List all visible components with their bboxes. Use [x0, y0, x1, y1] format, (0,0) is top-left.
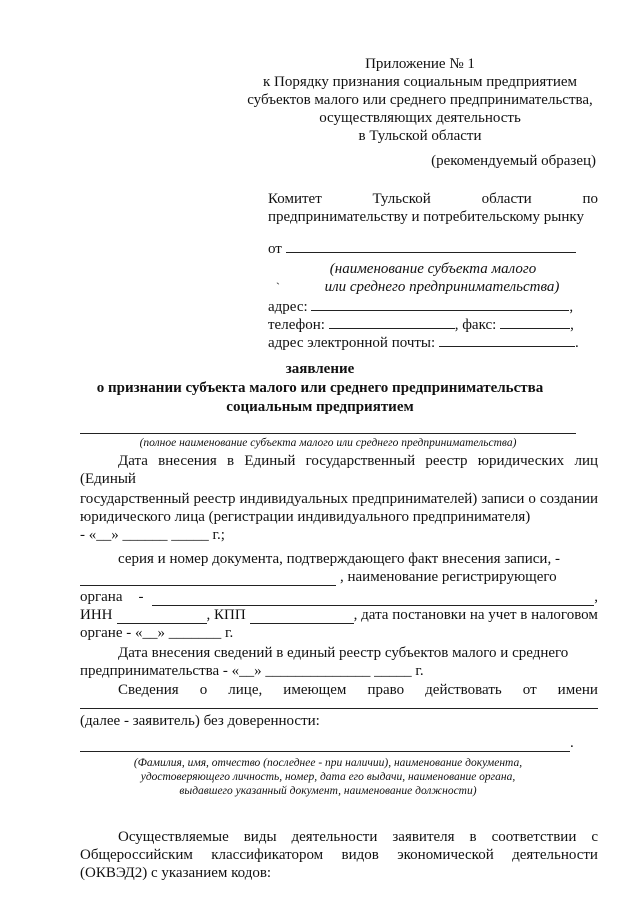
activity-word: видов: [341, 847, 379, 863]
address-field[interactable]: [311, 296, 569, 311]
series-paragraph: серия и номер документа, подтверждающего факт внесения записи, -: [118, 551, 560, 567]
title-line-2: о признании субъекта малого или среднего предпринимательства: [96, 380, 544, 396]
inn-row: [80, 606, 598, 624]
registration-paragraph-1: Дата внесения в Единый государственный реестр юридических лиц (Единый: [80, 453, 598, 487]
series-field[interactable]: [80, 571, 336, 586]
registration-paragraph-2: государственный реестр индивидуальных предпринимателей) записи о создании юридического лица (регистрации индивидуального предпринимателя): [80, 491, 598, 525]
sender-hint-1: (наименование субъекта малого: [329, 261, 537, 277]
person-word: от: [522, 682, 537, 698]
annex-line-1: Приложение № 1: [365, 56, 475, 72]
annex-header: [210, 55, 630, 145]
annex-line-5: в Тульской области: [358, 128, 482, 144]
activity-word: экономической: [397, 847, 494, 863]
activity-word: Общероссийским: [80, 847, 193, 863]
person-word: имеющем: [283, 682, 347, 698]
organ-label: органа: [80, 589, 123, 605]
sender-block: [268, 238, 598, 350]
document-title: [0, 360, 640, 417]
phone-field[interactable]: [329, 314, 455, 329]
addressee-word: Тульской: [372, 191, 431, 207]
addressee-line-2: предпринимательству и потребительскому рынку: [268, 209, 584, 225]
applicant-line: (далее - заявитель) без доверенности:: [80, 713, 320, 729]
sender-name-field[interactable]: [286, 238, 576, 253]
title-line-1: заявление: [285, 361, 355, 377]
application-body: [80, 432, 598, 882]
person-word: право: [367, 682, 405, 698]
person-hint-2: удостоверяющего личность, номер, дата его выдачи, наименование органа,: [140, 771, 516, 783]
activity-word: классификатором: [211, 847, 324, 863]
inn-field[interactable]: [117, 609, 207, 624]
email-label: адрес электронной почты:: [268, 335, 436, 351]
activity-word: деятельности: [512, 847, 598, 863]
person-paragraph: [80, 681, 598, 699]
annex-line-2: к Порядку признания социальным предприятием: [262, 74, 578, 90]
from-label: от: [268, 241, 282, 257]
person-name-field[interactable]: [80, 707, 598, 709]
addressee-block: [268, 190, 598, 226]
address-label: адрес:: [268, 299, 308, 315]
annex-line-4: осуществляющих деятельность: [319, 110, 521, 126]
activity-line-3: (ОКВЭД2) с указанием кодов:: [80, 865, 272, 881]
phone-row: телефон: , факс: ,: [268, 314, 598, 332]
activity-word: деятельности: [291, 829, 378, 845]
person-hint-3: выдавшего указанный документ, наименование должности): [179, 785, 477, 797]
organ-row: органа - ,: [80, 589, 598, 605]
addressee-word: Комитет: [268, 191, 322, 207]
registration-date: - «__» ______ _____ г.;: [80, 527, 225, 543]
email-row: адрес электронной почты: .: [268, 332, 598, 350]
sender-name-row: [268, 238, 598, 256]
series-end: , наименование регистрирующего: [340, 569, 557, 585]
activity-word: с: [591, 829, 598, 845]
kpp-label: , КПП: [206, 607, 246, 623]
addressee-line-1: [268, 190, 598, 208]
email-field[interactable]: [439, 332, 575, 347]
activity-line-1: [80, 828, 598, 846]
person-hint-1: (Фамилия, имя, отчество (последнее - при наличии), наименование документа,: [133, 757, 523, 769]
addressee-word: области: [481, 191, 532, 207]
person-word: лице,: [228, 682, 263, 698]
person-details-row: .: [80, 734, 598, 752]
tax-date-label: , дата постановки на учет в налоговом: [353, 607, 598, 623]
sample-note: (рекомендуемый образец): [431, 153, 596, 169]
inn-label: ИНН: [80, 607, 113, 623]
activity-word: заявителя: [392, 829, 455, 845]
smsp-paragraph-2: предпринимательства - «__» ______________ _____ г.: [80, 663, 424, 679]
person-word: действовать: [425, 682, 502, 698]
person-word: имени: [557, 682, 598, 698]
address-row: адрес: ,: [268, 296, 598, 314]
applicant-name-hint: (полное наименование субъекта малого или среднего предпринимательства): [139, 437, 517, 449]
annex-line-3: субъектов малого или среднего предпринимательства,: [247, 92, 593, 108]
addressee-word: по: [582, 191, 598, 207]
applicant-name-field[interactable]: [80, 432, 576, 434]
organ-dash: -: [138, 589, 144, 605]
activity-line-2: [80, 846, 598, 864]
series-row: [80, 568, 598, 586]
title-line-3: социальным предприятием: [226, 399, 414, 415]
activity-word: виды: [243, 829, 277, 845]
person-word: о: [199, 682, 208, 698]
fax-field[interactable]: [500, 314, 570, 329]
phone-label: телефон:: [268, 317, 325, 333]
smsp-paragraph-1: Дата внесения сведений в единый реестр субъектов малого и среднего: [118, 645, 569, 661]
kpp-field[interactable]: [250, 609, 354, 624]
tax-organ-row: органе - «__» _______ г.: [80, 625, 234, 641]
person-details-field[interactable]: [80, 737, 570, 752]
person-word: Сведения: [118, 682, 179, 698]
activity-word: соответствии: [491, 829, 577, 845]
sender-hint-2: ` или среднего предпринимательства): [276, 279, 560, 295]
activity-word: в: [469, 829, 477, 845]
fax-label: , факс:: [454, 317, 497, 333]
organ-field[interactable]: [152, 591, 595, 606]
activity-word: Осуществляемые: [118, 829, 229, 845]
